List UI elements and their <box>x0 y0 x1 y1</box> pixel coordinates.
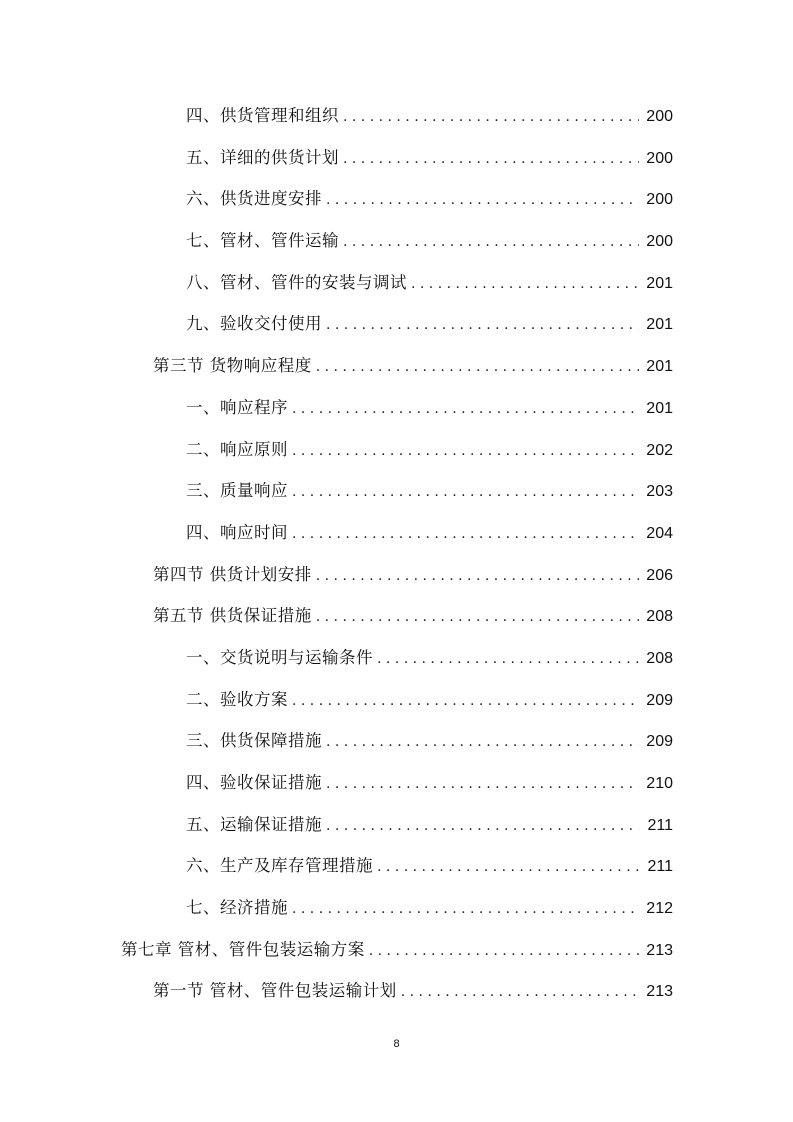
toc-entry-title: 九、验收交付使用 <box>186 314 322 334</box>
toc-entry-page: 201 <box>646 399 673 417</box>
toc-entry-page: 204 <box>646 524 673 542</box>
toc-entry-title: 第一节 管材、管件包装运输计划 <box>153 981 397 1001</box>
toc-entry-row <box>186 729 673 754</box>
toc-entry[interactable] <box>0 763 793 805</box>
toc-entry[interactable] <box>0 430 793 472</box>
toc-entry-page: 209 <box>646 733 673 751</box>
toc-entry-row <box>186 146 673 171</box>
dot-leader <box>326 313 639 337</box>
toc-entry[interactable] <box>0 846 793 888</box>
toc-entry[interactable] <box>0 346 793 388</box>
toc-entry-page: 203 <box>646 483 673 501</box>
toc-entry-title: 第三节 货物响应程度 <box>153 356 312 376</box>
toc-entry-title: 七、管材、管件运输 <box>186 231 339 251</box>
toc-entry-row <box>186 479 673 504</box>
toc-entry-title: 四、供货管理和组织 <box>186 106 339 125</box>
toc-entry-title: 五、运输保证措施 <box>186 814 322 834</box>
toc-entry-page: 208 <box>646 608 673 626</box>
toc-entry[interactable] <box>0 680 793 722</box>
toc-entry-page: 206 <box>646 566 673 584</box>
toc-entry-title: 第五节 供货保证措施 <box>153 606 312 626</box>
toc-entry[interactable] <box>0 638 793 680</box>
toc-entry[interactable] <box>0 888 793 930</box>
toc-entry-page: 212 <box>646 900 673 918</box>
dot-leader <box>292 522 639 546</box>
toc-entry[interactable] <box>0 388 793 430</box>
toc-entry-title: 七、经济措施 <box>186 898 288 918</box>
toc-entry-row <box>186 813 673 838</box>
toc-entry-row <box>153 979 673 1004</box>
toc-entry-title: 三、供货保障措施 <box>186 731 322 751</box>
toc-entry-title: 三、质量响应 <box>186 481 288 501</box>
dot-leader <box>326 814 639 838</box>
table-of-contents <box>0 96 793 1013</box>
toc-entry-row <box>153 563 673 588</box>
dot-leader <box>326 772 639 796</box>
toc-entry-title: 四、验收保证措施 <box>186 773 322 792</box>
toc-entry[interactable] <box>0 971 793 1013</box>
toc-entry-row <box>186 187 673 212</box>
toc-entry[interactable] <box>0 555 793 597</box>
toc-entry-title: 第四节 供货计划安排 <box>153 564 312 584</box>
toc-entry[interactable] <box>0 263 793 305</box>
toc-entry-page: 200 <box>646 191 673 209</box>
toc-entry-page: 211 <box>647 858 673 876</box>
toc-entry-title: 四、响应时间 <box>186 522 288 542</box>
toc-entry[interactable] <box>0 138 793 180</box>
toc-entry-page: 211 <box>647 816 673 834</box>
dot-leader <box>369 939 639 963</box>
toc-entry-row <box>153 354 673 379</box>
dot-leader <box>343 230 639 254</box>
toc-entry-page: 200 <box>646 149 673 167</box>
dot-leader <box>377 855 639 879</box>
dot-leader <box>292 897 639 921</box>
toc-entry-page: 201 <box>646 274 673 292</box>
toc-entry-title: 六、生产及库存管理措施 <box>186 856 373 876</box>
toc-entry-row <box>186 229 673 254</box>
toc-entry-title: 二、验收方案 <box>186 689 288 709</box>
toc-entry[interactable] <box>0 513 793 555</box>
dot-leader <box>292 439 639 463</box>
dot-leader <box>343 105 639 129</box>
toc-entry-page: 208 <box>646 649 673 667</box>
toc-entry[interactable] <box>0 805 793 847</box>
toc-entry-page: 200 <box>646 108 673 125</box>
dot-leader <box>292 480 639 504</box>
toc-entry-title: 一、交货说明与运输条件 <box>186 647 373 667</box>
toc-entry[interactable] <box>0 930 793 972</box>
toc-entry-row <box>186 688 673 713</box>
toc-entry-row <box>186 312 673 337</box>
toc-entry-page: 213 <box>646 941 673 959</box>
dot-leader <box>292 397 639 421</box>
toc-entry[interactable] <box>0 221 793 263</box>
toc-entry-title: 第七章 管材、管件包装运输方案 <box>121 939 365 959</box>
toc-entry-row <box>186 438 673 463</box>
toc-entry-row <box>186 854 673 879</box>
dot-leader <box>316 605 639 629</box>
dot-leader <box>292 689 639 713</box>
toc-entry[interactable] <box>0 96 793 138</box>
dot-leader <box>343 147 639 171</box>
toc-entry-page: 202 <box>646 441 673 459</box>
toc-entry-page: 200 <box>646 233 673 251</box>
dot-leader <box>326 188 639 212</box>
dot-leader <box>316 355 639 379</box>
toc-entry-page: 201 <box>646 358 673 376</box>
toc-entry-title: 二、响应原则 <box>186 439 288 459</box>
toc-entry[interactable] <box>0 304 793 346</box>
toc-entry[interactable] <box>0 179 793 221</box>
toc-entry[interactable] <box>0 471 793 513</box>
page-number: 8 <box>393 1038 400 1050</box>
toc-entry-row <box>186 104 673 129</box>
dot-leader <box>316 564 639 588</box>
toc-entry-title: 五、详细的供货计划 <box>186 147 339 167</box>
toc-entry-title: 一、响应程序 <box>186 397 288 417</box>
toc-entry-page: 201 <box>646 316 673 334</box>
toc-entry[interactable] <box>0 721 793 763</box>
toc-entry-row <box>121 938 673 963</box>
dot-leader <box>401 980 639 1004</box>
toc-entry-page: 209 <box>646 691 673 709</box>
dot-leader <box>411 272 639 296</box>
toc-entry-page: 213 <box>646 983 673 1001</box>
toc-entry-row <box>186 271 673 296</box>
toc-entry-row <box>186 896 673 921</box>
toc-entry-row <box>186 646 673 671</box>
dot-leader <box>326 730 639 754</box>
toc-entry[interactable] <box>0 596 793 638</box>
toc-entry-row <box>153 604 673 629</box>
toc-entry-row <box>186 771 673 796</box>
toc-entry-page: 210 <box>646 775 673 792</box>
toc-entry-title: 六、供货进度安排 <box>186 189 322 209</box>
toc-entry-title: 八、管材、管件的安装与调试 <box>186 272 407 292</box>
toc-entry-row <box>186 521 673 546</box>
toc-entry-row <box>186 396 673 421</box>
dot-leader <box>377 647 639 671</box>
